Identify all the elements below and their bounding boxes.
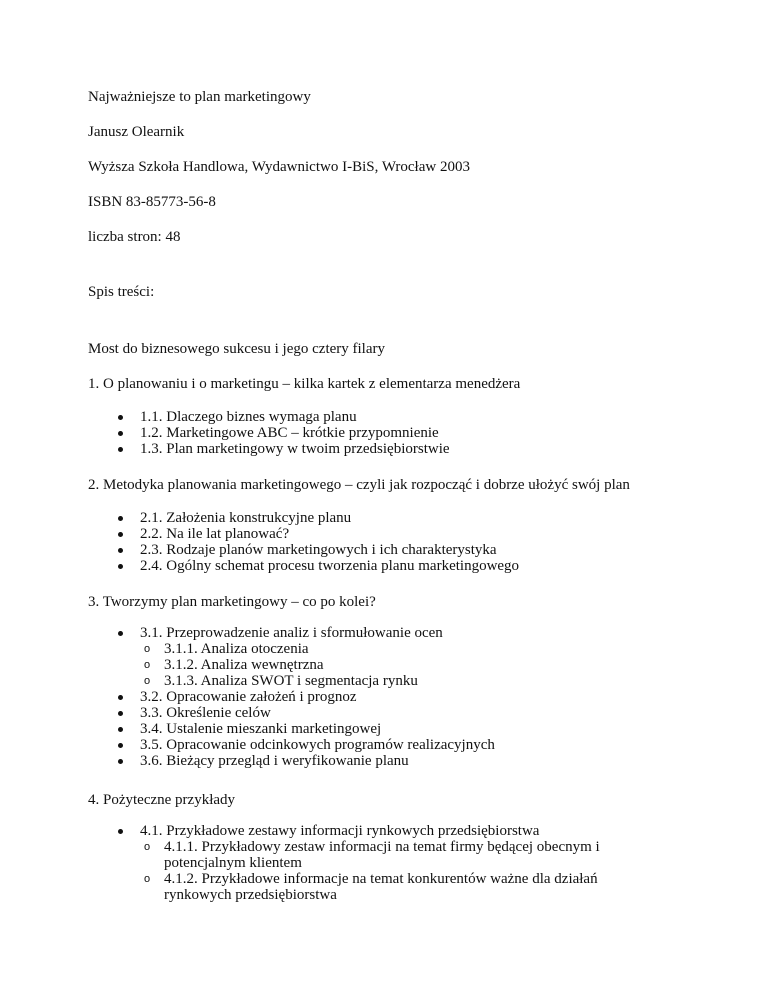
list-item-label: 3.1. Przeprowadzenie analiz i sformułowanie ocen: [140, 625, 443, 641]
list-item: [88, 526, 688, 542]
chapter-4-list: [88, 823, 648, 903]
chapter-4-title: 4. Pożyteczne przykłady: [88, 792, 236, 808]
list-item-label: 3.4. Ustalenie mieszanki marketingowej: [140, 721, 382, 737]
list-item-label: 2.4. Ogólny schemat procesu tworzenia planu marketingowego: [140, 558, 520, 574]
toc-heading: Spis treści:: [88, 284, 155, 300]
chapter-3-list: [88, 625, 688, 769]
chapter-2-list: [88, 510, 688, 574]
sublist-item: [140, 673, 688, 689]
list-item: [88, 558, 688, 574]
list-item: [88, 542, 688, 558]
list-item-label: 1.1. Dlaczego biznes wymaga planu: [140, 409, 357, 425]
sublist: [140, 839, 648, 903]
list-item-label: 2.2. Na ile lat planować?: [140, 526, 290, 542]
book-page-count: liczba stron: 48: [88, 229, 181, 245]
sublist-item: [140, 871, 648, 903]
list-item: [88, 689, 688, 705]
list-item: [88, 705, 688, 721]
list-item-label: 3.2. Opracowanie założeń i prognoz: [140, 689, 357, 705]
list-item-label: 1.2. Marketingowe ABC – krótkie przypomnienie: [140, 425, 439, 441]
list-item: [88, 441, 688, 457]
chapter-2-title: 2. Metodyka planowania marketingowego – czyli jak rozpocząć i dobrze ułożyć swój plan: [88, 477, 630, 493]
list-item-label: 4.1. Przykładowe zestawy informacji rynkowych przedsiębiorstwa: [140, 823, 540, 839]
list-item: [88, 510, 688, 526]
book-title: Najważniejsze to plan marketingowy: [88, 89, 311, 105]
chapter-1-title: 1. O planowaniu i o marketingu – kilka kartek z elementarza menedżera: [88, 376, 521, 392]
book-isbn: ISBN 83-85773-56-8: [88, 194, 216, 210]
sublist-item: [140, 657, 688, 673]
list-item-label: 1.3. Plan marketingowy w twoim przedsiębiorstwie: [140, 441, 450, 457]
sublist: [140, 641, 688, 689]
sublist-item-label: 3.1.3. Analiza SWOT i segmentacja rynku: [164, 673, 418, 689]
chapter-1-list: [88, 409, 688, 457]
sublist-item-label: 3.1.2. Analiza wewnętrzna: [164, 657, 324, 673]
list-item-label: 3.6. Bieżący przegląd i weryfikowanie planu: [140, 753, 409, 769]
toc-intro: Most do biznesowego sukcesu i jego cztery filary: [88, 341, 386, 357]
list-item: [88, 409, 688, 425]
list-item-label: 2.3. Rodzaje planów marketingowych i ich charakterystyka: [140, 542, 497, 558]
sublist-item: [140, 839, 648, 871]
chapter-3-title: 3. Tworzymy plan marketingowy – co po kolei?: [88, 594, 376, 610]
sublist-item-label: 3.1.1. Analiza otoczenia: [164, 641, 309, 657]
sublist-item-label: o 4.1.1. Przykładowy zestaw informacji na temat firmy będącej obecnym i potencjalnym klientem: [164, 839, 600, 871]
list-item: [88, 753, 688, 769]
sublist-item-label: o 4.1.2. Przykładowe informacje na temat konkurentów ważne dla działań rynkowych przedsiębiorstwa: [164, 871, 598, 903]
list-item: [88, 823, 648, 903]
sublist-item: [140, 641, 688, 657]
list-item: [88, 425, 688, 441]
list-item: [88, 737, 688, 753]
book-publisher: Wyższa Szkoła Handlowa, Wydawnictwo I-BiS, Wrocław 2003: [88, 159, 470, 175]
list-item: [88, 625, 688, 689]
list-item-label: 2.1. Założenia konstrukcyjne planu: [140, 510, 352, 526]
list-item: [88, 721, 688, 737]
book-author: Janusz Olearnik: [88, 124, 185, 140]
list-item-label: 3.3. Określenie celów: [140, 705, 271, 721]
list-item-label: 3.5. Opracowanie odcinkowych programów realizacyjnych: [140, 737, 495, 753]
